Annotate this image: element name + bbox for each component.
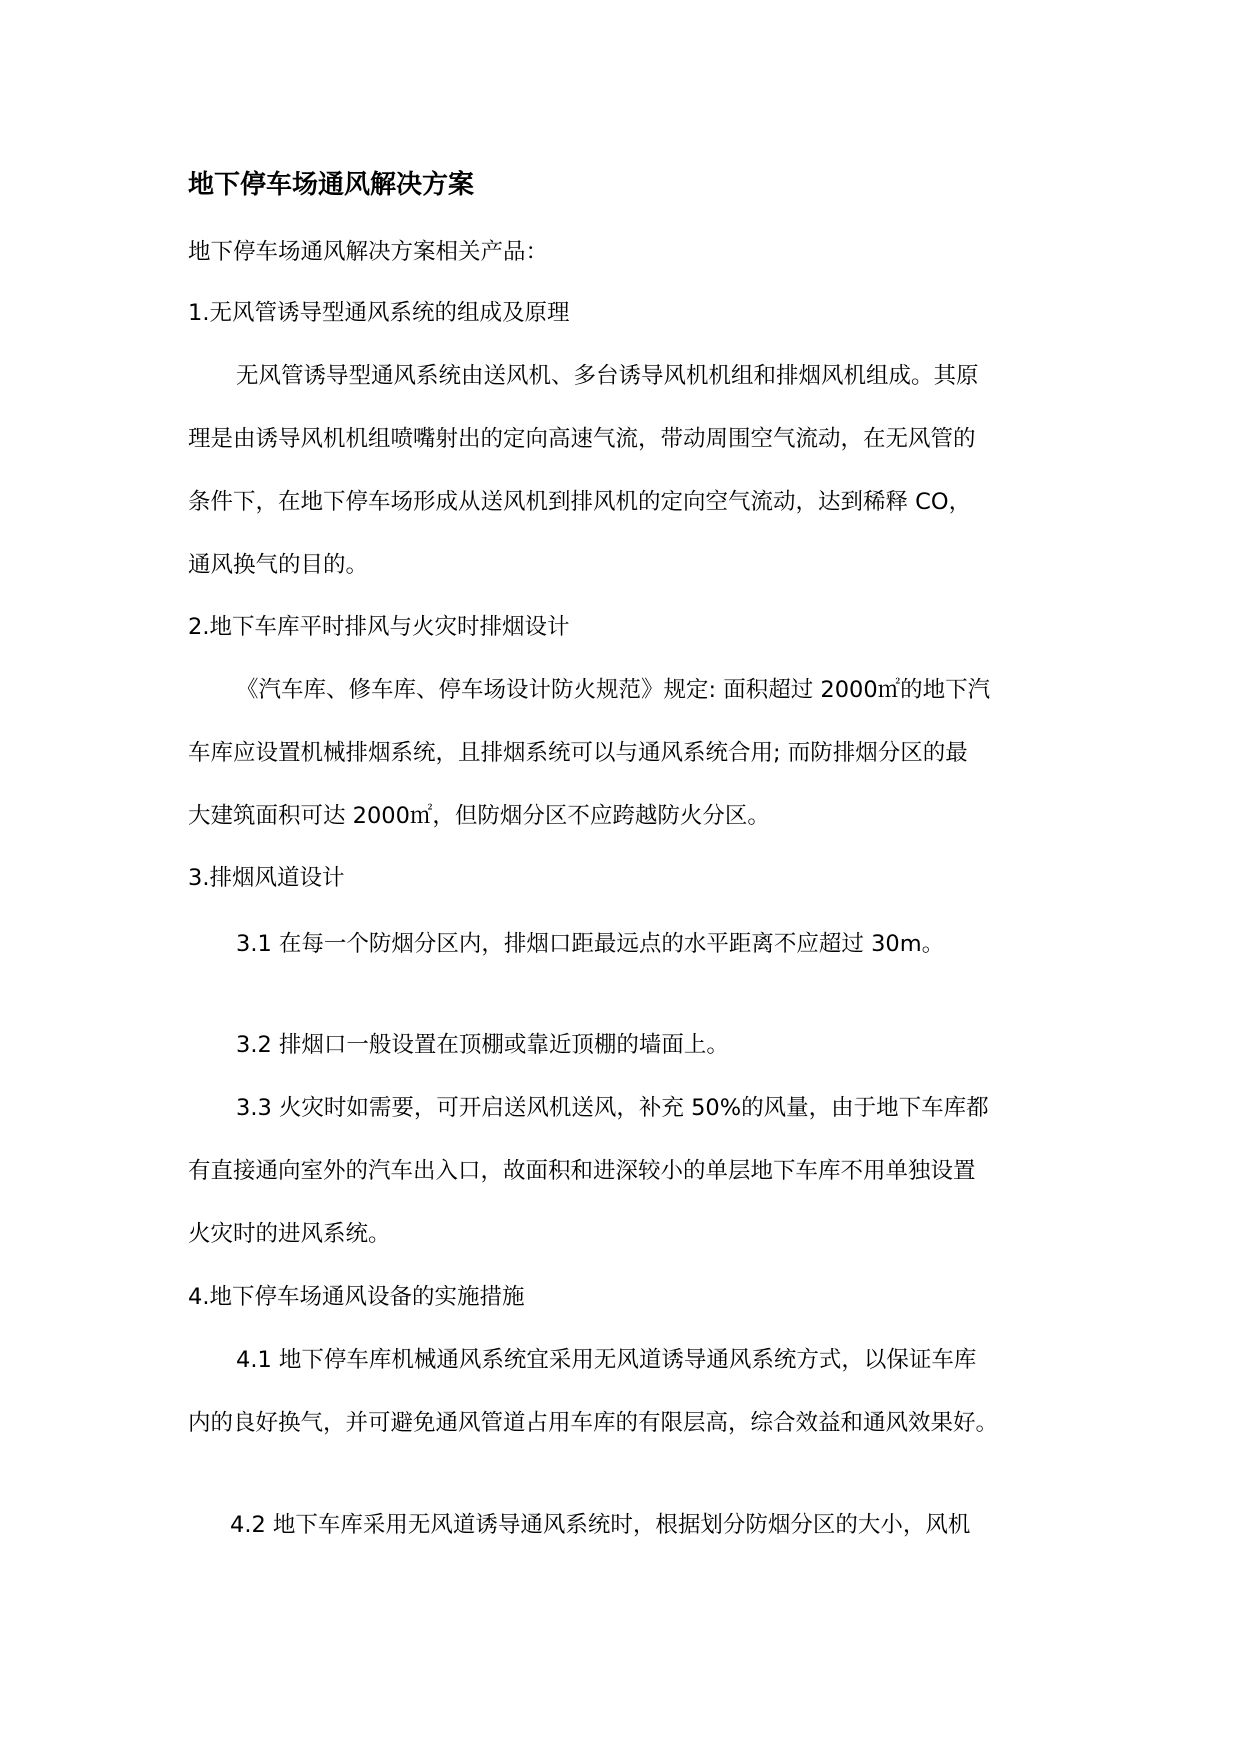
section-1-line: 条件下，在地下停车场形成从送风机到排风机的定向空气流动，达到稀释 CO， [188, 489, 972, 515]
intro-text: 地下停车场通风解决方案相关产品： [188, 239, 549, 265]
section-1-line: 通风换气的目的。 [188, 552, 369, 578]
section-3-heading: 3.排烟风道设计 [188, 865, 345, 891]
section-4-item-2-line: 4.2 地下车库采用无风道诱导通风系统时，根据划分防烟分区的大小，风机 [230, 1512, 971, 1538]
section-4-heading: 4.地下停车场通风设备的实施措施 [188, 1284, 525, 1310]
section-2-line: 大建筑面积可达 2000㎡，但防烟分区不应跨越防火分区。 [188, 803, 770, 829]
section-1-line: 无风管诱导型通风系统由送风机、多台诱导风机机组和排烟风机组成。其原 [236, 363, 979, 389]
section-1-heading: 1.无风管诱导型通风系统的组成及原理 [188, 300, 570, 326]
section-3-item-3-line: 有直接通向室外的汽车出入口，故面积和进深较小的单层地下车库不用单独设置 [188, 1158, 976, 1184]
section-1-line: 理是由诱导风机机组喷嘴射出的定向高速气流，带动周围空气流动，在无风管的 [188, 426, 976, 452]
section-2-line: 《汽车库、修车库、停车场设计防火规范》规定: 面积超过 2000㎡的地下汽 [236, 677, 991, 703]
section-4-item-1-line: 内的良好换气，并可避免通风管道占用车库的有限层高，综合效益和通风效果好。 [188, 1410, 999, 1436]
document-title: 地下停车场通风解决方案 [188, 170, 475, 200]
section-3-item-1: 3.1 在每一个防烟分区内，排烟口距最远点的水平距离不应超过 30m。 [236, 931, 945, 957]
section-3-item-2: 3.2 排烟口一般设置在顶棚或靠近顶棚的墙面上。 [236, 1032, 729, 1058]
section-2-heading: 2.地下车库平时排风与火灾时排烟设计 [188, 614, 570, 640]
section-3-item-3-line: 3.3 火灾时如需要，可开启送风机送风，补充 50%的风量，由于地下车库都 [236, 1095, 989, 1121]
section-4-item-1-line: 4.1 地下停车库机械通风系统宜采用无风道诱导通风系统方式，以保证车库 [236, 1347, 977, 1373]
section-3-item-3-line: 火灾时的进风系统。 [188, 1221, 391, 1247]
section-2-line: 车库应设置机械排烟系统，且排烟系统可以与通风系统合用; 而防排烟分区的最 [188, 740, 968, 766]
